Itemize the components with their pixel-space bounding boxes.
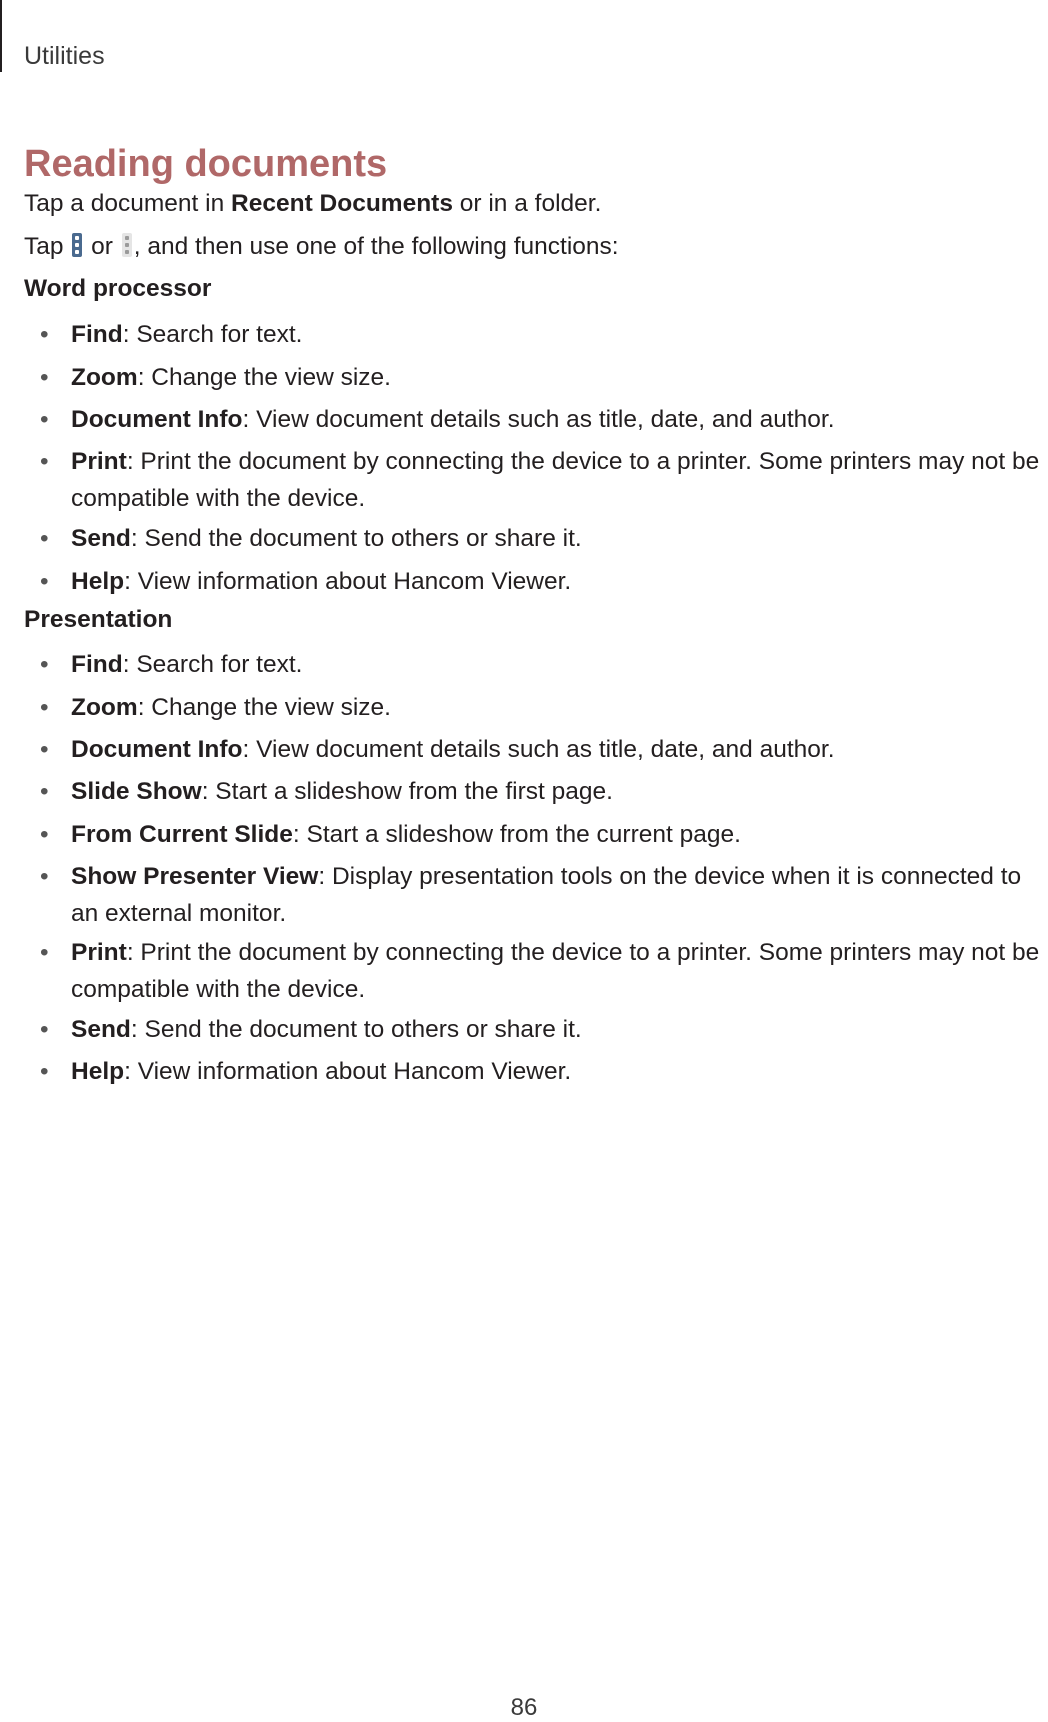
list-item-text: [71, 731, 1046, 768]
bullet-icon: •: [40, 406, 49, 433]
list-item-text: [71, 646, 1046, 683]
function-description: : Send the document to others or share it.: [130, 1016, 582, 1043]
list-item-text: [71, 359, 1046, 396]
list-item-text: [71, 520, 1046, 557]
page-number: 86: [510, 1694, 538, 1721]
list-item-text: [71, 1011, 1046, 1048]
list-item-text: [71, 401, 1046, 438]
function-description: : Change the view size.: [137, 364, 391, 391]
list-item-text: [71, 934, 1046, 1008]
running-header: Utilities: [24, 42, 105, 70]
function-name: Find: [71, 651, 123, 678]
function-description: : Print the document by connecting the device to a printer. Some printers may not be compatible with the device.: [71, 939, 1040, 1003]
function-name: Zoom: [71, 694, 138, 721]
list-item-text: [71, 443, 1046, 517]
intro-text: Tap a document in: [24, 190, 232, 217]
function-name: Slide Show: [71, 778, 202, 805]
function-name: Show Presenter View: [71, 863, 319, 890]
intro-text: or in a folder.: [452, 190, 602, 217]
page-title: Reading documents: [24, 143, 388, 185]
more-options-icon: [72, 233, 82, 257]
bullet-icon: •: [40, 321, 49, 348]
more-options-light-icon: [122, 233, 132, 257]
bullet-icon: •: [40, 364, 49, 391]
list-item-text: [71, 816, 1046, 853]
intro-text: or: [84, 233, 120, 260]
function-name: Print: [71, 939, 127, 966]
intro-text: , and then use one of the following functions:: [133, 233, 619, 260]
function-description: : Print the document by connecting the device to a printer. Some printers may not be compatible with the device.: [71, 448, 1040, 512]
function-description: : Search for text.: [122, 321, 303, 348]
function-description: : Change the view size.: [137, 694, 391, 721]
bullet-icon: •: [40, 1058, 49, 1085]
bullet-icon: •: [40, 651, 49, 678]
function-name: Zoom: [71, 364, 138, 391]
bullet-icon: •: [40, 939, 49, 966]
function-description: : Start a slideshow from the first page.: [201, 778, 613, 805]
function-name: Send: [71, 1016, 131, 1043]
intro-line-1: [24, 190, 601, 218]
function-name: Document Info: [71, 736, 243, 763]
function-name: Find: [71, 321, 123, 348]
function-description: : Send the document to others or share it.: [130, 525, 582, 552]
list-item-text: [71, 689, 1046, 726]
function-description: : View document details such as title, date, and author.: [242, 406, 835, 433]
function-name: Document Info: [71, 406, 243, 433]
bullet-icon: •: [40, 694, 49, 721]
bullet-icon: •: [40, 821, 49, 848]
recent-documents-label: Recent Documents: [231, 190, 453, 217]
bullet-icon: •: [40, 525, 49, 552]
function-name: Help: [71, 1058, 125, 1085]
intro-text: Tap: [24, 233, 71, 260]
margin-rule: [0, 0, 2, 72]
list-item-text: [71, 316, 1046, 353]
list-item-text: [71, 563, 1046, 600]
bullet-icon: •: [40, 863, 49, 890]
section-heading: Word processor: [24, 275, 212, 302]
bullet-icon: •: [40, 1016, 49, 1043]
bullet-icon: •: [40, 568, 49, 595]
function-description: : View information about Hancom Viewer.: [124, 1058, 572, 1085]
function-name: Help: [71, 568, 125, 595]
function-description: : View information about Hancom Viewer.: [124, 568, 572, 595]
function-description: : Search for text.: [122, 651, 303, 678]
function-name: Print: [71, 448, 127, 475]
function-name: From Current Slide: [71, 821, 293, 848]
function-name: Send: [71, 525, 131, 552]
function-description: : Start a slideshow from the current page.: [292, 821, 741, 848]
bullet-icon: •: [40, 448, 49, 475]
list-item-text: [71, 1053, 1046, 1090]
list-item-text: [71, 858, 1046, 932]
list-item-text: [71, 773, 1046, 810]
bullet-icon: •: [40, 736, 49, 763]
section-heading: Presentation: [24, 606, 173, 633]
bullet-icon: •: [40, 778, 49, 805]
function-description: : View document details such as title, date, and author.: [242, 736, 835, 763]
function-description: : Display presentation tools on the device when it is connected to an external monitor.: [71, 863, 1022, 927]
intro-line-2: [24, 233, 619, 261]
